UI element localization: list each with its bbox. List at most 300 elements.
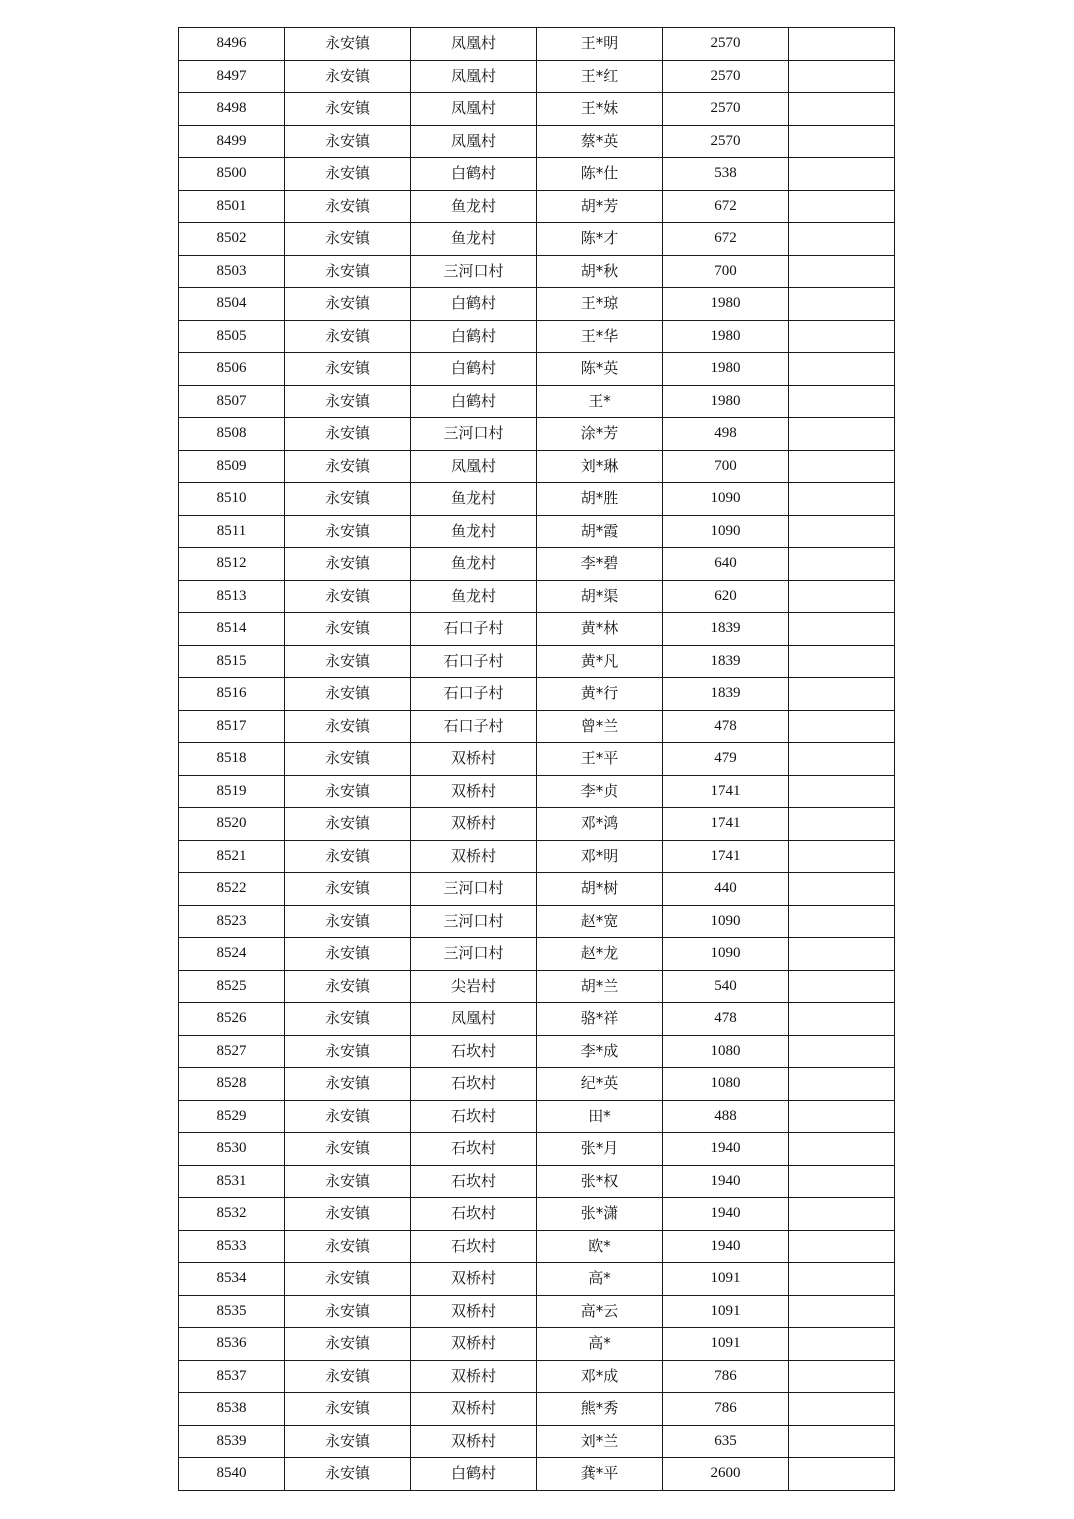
cell-seq-number: 8503: [179, 255, 285, 288]
cell-seq-number: 8497: [179, 60, 285, 93]
cell-town: 永安镇: [285, 1165, 411, 1198]
cell-town: 永安镇: [285, 1133, 411, 1166]
cell-note: [789, 743, 895, 776]
cell-town: 永安镇: [285, 1458, 411, 1491]
cell-recipient-name: 王*华: [537, 320, 663, 353]
cell-town: 永安镇: [285, 93, 411, 126]
cell-note: [789, 710, 895, 743]
cell-recipient-name: 高*云: [537, 1295, 663, 1328]
cell-seq-number: 8530: [179, 1133, 285, 1166]
cell-amount: 1741: [663, 808, 789, 841]
cell-note: [789, 1263, 895, 1296]
table-row: [179, 385, 895, 418]
cell-note: [789, 255, 895, 288]
cell-seq-number: 8499: [179, 125, 285, 158]
cell-town: 永安镇: [285, 743, 411, 776]
cell-recipient-name: 涂*芳: [537, 418, 663, 451]
cell-seq-number: 8516: [179, 678, 285, 711]
cell-note: [789, 775, 895, 808]
cell-town: 永安镇: [285, 288, 411, 321]
cell-seq-number: 8511: [179, 515, 285, 548]
cell-note: [789, 1068, 895, 1101]
cell-village: 鱼龙村: [411, 190, 537, 223]
cell-town: 永安镇: [285, 645, 411, 678]
cell-town: 永安镇: [285, 353, 411, 386]
cell-village: 双桥村: [411, 1425, 537, 1458]
cell-recipient-name: 刘*琳: [537, 450, 663, 483]
cell-note: [789, 938, 895, 971]
cell-seq-number: 8508: [179, 418, 285, 451]
cell-seq-number: 8524: [179, 938, 285, 971]
cell-seq-number: 8523: [179, 905, 285, 938]
cell-seq-number: 8515: [179, 645, 285, 678]
cell-town: 永安镇: [285, 1230, 411, 1263]
table-row: [179, 873, 895, 906]
table-row: [179, 1393, 895, 1426]
cell-seq-number: 8505: [179, 320, 285, 353]
cell-village: 凤凰村: [411, 450, 537, 483]
cell-seq-number: 8534: [179, 1263, 285, 1296]
cell-village: 凤凰村: [411, 125, 537, 158]
table-row: [179, 1360, 895, 1393]
cell-town: 永安镇: [285, 158, 411, 191]
cell-note: [789, 1425, 895, 1458]
cell-village: 鱼龙村: [411, 223, 537, 256]
cell-recipient-name: 欧*: [537, 1230, 663, 1263]
table-row: [179, 223, 895, 256]
cell-note: [789, 288, 895, 321]
cell-seq-number: 8537: [179, 1360, 285, 1393]
table-row: [179, 1035, 895, 1068]
table-row: [179, 93, 895, 126]
cell-recipient-name: 纪*英: [537, 1068, 663, 1101]
cell-note: [789, 1230, 895, 1263]
cell-amount: 1839: [663, 678, 789, 711]
cell-seq-number: 8519: [179, 775, 285, 808]
cell-note: [789, 1198, 895, 1231]
cell-village: 双桥村: [411, 775, 537, 808]
cell-note: [789, 158, 895, 191]
cell-seq-number: 8510: [179, 483, 285, 516]
cell-village: 双桥村: [411, 743, 537, 776]
cell-note: [789, 613, 895, 646]
cell-recipient-name: 张*潇: [537, 1198, 663, 1231]
table-row: [179, 60, 895, 93]
cell-village: 石口子村: [411, 613, 537, 646]
cell-recipient-name: 张*权: [537, 1165, 663, 1198]
cell-amount: 1980: [663, 385, 789, 418]
cell-amount: 478: [663, 1003, 789, 1036]
cell-note: [789, 1328, 895, 1361]
cell-village: 尖岩村: [411, 970, 537, 1003]
table-row: [179, 1425, 895, 1458]
cell-recipient-name: 邓*鸿: [537, 808, 663, 841]
cell-recipient-name: 胡*秋: [537, 255, 663, 288]
cell-seq-number: 8496: [179, 28, 285, 61]
cell-note: [789, 1035, 895, 1068]
cell-amount: 635: [663, 1425, 789, 1458]
table-row: [179, 288, 895, 321]
cell-note: [789, 320, 895, 353]
cell-recipient-name: 胡*芳: [537, 190, 663, 223]
table-row: [179, 905, 895, 938]
cell-recipient-name: 邓*明: [537, 840, 663, 873]
cell-village: 三河口村: [411, 418, 537, 451]
cell-amount: 1091: [663, 1328, 789, 1361]
cell-seq-number: 8527: [179, 1035, 285, 1068]
cell-village: 石口子村: [411, 645, 537, 678]
cell-village: 鱼龙村: [411, 580, 537, 613]
cell-village: 凤凰村: [411, 1003, 537, 1036]
cell-amount: 538: [663, 158, 789, 191]
cell-amount: 1091: [663, 1263, 789, 1296]
cell-town: 永安镇: [285, 1393, 411, 1426]
table-row: [179, 190, 895, 223]
cell-recipient-name: 张*月: [537, 1133, 663, 1166]
cell-recipient-name: 胡*兰: [537, 970, 663, 1003]
cell-amount: 672: [663, 190, 789, 223]
cell-amount: 1741: [663, 775, 789, 808]
table-row: [179, 1133, 895, 1166]
cell-village: 凤凰村: [411, 60, 537, 93]
table-row: [179, 1003, 895, 1036]
cell-town: 永安镇: [285, 775, 411, 808]
cell-town: 永安镇: [285, 320, 411, 353]
table-row: [179, 450, 895, 483]
cell-note: [789, 645, 895, 678]
table-row: [179, 710, 895, 743]
cell-seq-number: 8536: [179, 1328, 285, 1361]
table-row: [179, 613, 895, 646]
cell-town: 永安镇: [285, 450, 411, 483]
cell-recipient-name: 王*: [537, 385, 663, 418]
cell-note: [789, 483, 895, 516]
cell-village: 白鹤村: [411, 288, 537, 321]
cell-amount: 2600: [663, 1458, 789, 1491]
cell-amount: 1080: [663, 1068, 789, 1101]
cell-village: 双桥村: [411, 808, 537, 841]
cell-town: 永安镇: [285, 1198, 411, 1231]
cell-village: 石坎村: [411, 1165, 537, 1198]
cell-seq-number: 8518: [179, 743, 285, 776]
cell-note: [789, 580, 895, 613]
cell-amount: 672: [663, 223, 789, 256]
table-row: [179, 938, 895, 971]
cell-village: 三河口村: [411, 873, 537, 906]
table-row: [179, 580, 895, 613]
cell-amount: 2570: [663, 60, 789, 93]
table-row: [179, 1068, 895, 1101]
cell-amount: 620: [663, 580, 789, 613]
cell-recipient-name: 王*红: [537, 60, 663, 93]
cell-village: 凤凰村: [411, 93, 537, 126]
cell-seq-number: 8513: [179, 580, 285, 613]
cell-town: 永安镇: [285, 1360, 411, 1393]
cell-town: 永安镇: [285, 970, 411, 1003]
table-row: [179, 1230, 895, 1263]
cell-amount: 786: [663, 1393, 789, 1426]
table-row: [179, 418, 895, 451]
cell-town: 永安镇: [285, 1035, 411, 1068]
cell-town: 永安镇: [285, 1003, 411, 1036]
table-row: [179, 28, 895, 61]
cell-village: 白鹤村: [411, 385, 537, 418]
cell-note: [789, 970, 895, 1003]
cell-seq-number: 8539: [179, 1425, 285, 1458]
cell-recipient-name: 赵*宽: [537, 905, 663, 938]
cell-note: [789, 385, 895, 418]
cell-recipient-name: 龚*平: [537, 1458, 663, 1491]
cell-seq-number: 8531: [179, 1165, 285, 1198]
cell-town: 永安镇: [285, 1263, 411, 1296]
cell-town: 永安镇: [285, 678, 411, 711]
table-row: [179, 970, 895, 1003]
cell-town: 永安镇: [285, 385, 411, 418]
cell-amount: 1741: [663, 840, 789, 873]
cell-note: [789, 873, 895, 906]
table-row: [179, 645, 895, 678]
cell-amount: 700: [663, 450, 789, 483]
cell-seq-number: 8502: [179, 223, 285, 256]
cell-town: 永安镇: [285, 418, 411, 451]
cell-amount: 1980: [663, 288, 789, 321]
cell-recipient-name: 王*平: [537, 743, 663, 776]
cell-village: 鱼龙村: [411, 483, 537, 516]
table-row: [179, 483, 895, 516]
table-row: [179, 840, 895, 873]
cell-village: 石口子村: [411, 678, 537, 711]
cell-seq-number: 8514: [179, 613, 285, 646]
cell-recipient-name: 刘*兰: [537, 1425, 663, 1458]
table-row: [179, 1100, 895, 1133]
cell-recipient-name: 黄*凡: [537, 645, 663, 678]
cell-note: [789, 223, 895, 256]
cell-seq-number: 8500: [179, 158, 285, 191]
cell-amount: 1940: [663, 1133, 789, 1166]
cell-recipient-name: 黄*林: [537, 613, 663, 646]
cell-amount: 1080: [663, 1035, 789, 1068]
cell-recipient-name: 熊*秀: [537, 1393, 663, 1426]
table-row: [179, 743, 895, 776]
table-row: [179, 1198, 895, 1231]
cell-town: 永安镇: [285, 223, 411, 256]
cell-town: 永安镇: [285, 710, 411, 743]
cell-note: [789, 1360, 895, 1393]
cell-amount: 440: [663, 873, 789, 906]
table-row: [179, 808, 895, 841]
cell-seq-number: 8532: [179, 1198, 285, 1231]
cell-seq-number: 8533: [179, 1230, 285, 1263]
cell-recipient-name: 王*明: [537, 28, 663, 61]
cell-amount: 640: [663, 548, 789, 581]
cell-note: [789, 1295, 895, 1328]
cell-note: [789, 418, 895, 451]
cell-town: 永安镇: [285, 1328, 411, 1361]
cell-amount: 488: [663, 1100, 789, 1133]
cell-seq-number: 8520: [179, 808, 285, 841]
cell-recipient-name: 李*碧: [537, 548, 663, 581]
cell-seq-number: 8540: [179, 1458, 285, 1491]
cell-recipient-name: 陈*英: [537, 353, 663, 386]
cell-village: 凤凰村: [411, 28, 537, 61]
cell-village: 石坎村: [411, 1100, 537, 1133]
cell-village: 双桥村: [411, 1263, 537, 1296]
cell-town: 永安镇: [285, 808, 411, 841]
cell-amount: 1940: [663, 1198, 789, 1231]
cell-amount: 2570: [663, 125, 789, 158]
cell-town: 永安镇: [285, 1425, 411, 1458]
table-row: [179, 678, 895, 711]
cell-note: [789, 125, 895, 158]
cell-village: 白鹤村: [411, 158, 537, 191]
cell-amount: 2570: [663, 93, 789, 126]
recipient-table: [178, 27, 895, 1491]
cell-note: [789, 678, 895, 711]
cell-town: 永安镇: [285, 190, 411, 223]
cell-recipient-name: 骆*祥: [537, 1003, 663, 1036]
table-row: [179, 320, 895, 353]
cell-village: 白鹤村: [411, 320, 537, 353]
cell-town: 永安镇: [285, 1100, 411, 1133]
cell-seq-number: 8526: [179, 1003, 285, 1036]
table-row: [179, 255, 895, 288]
cell-recipient-name: 曾*兰: [537, 710, 663, 743]
table-row: [179, 158, 895, 191]
cell-town: 永安镇: [285, 515, 411, 548]
cell-recipient-name: 胡*胜: [537, 483, 663, 516]
cell-village: 三河口村: [411, 938, 537, 971]
cell-town: 永安镇: [285, 125, 411, 158]
cell-amount: 478: [663, 710, 789, 743]
cell-town: 永安镇: [285, 255, 411, 288]
cell-village: 石坎村: [411, 1133, 537, 1166]
cell-amount: 2570: [663, 28, 789, 61]
cell-recipient-name: 胡*树: [537, 873, 663, 906]
cell-town: 永安镇: [285, 60, 411, 93]
cell-note: [789, 450, 895, 483]
table-row: [179, 1328, 895, 1361]
cell-village: 白鹤村: [411, 353, 537, 386]
cell-seq-number: 8538: [179, 1393, 285, 1426]
cell-village: 石坎村: [411, 1068, 537, 1101]
cell-village: 双桥村: [411, 1393, 537, 1426]
cell-recipient-name: 高*: [537, 1328, 663, 1361]
table-row: [179, 1458, 895, 1491]
cell-village: 白鹤村: [411, 1458, 537, 1491]
cell-town: 永安镇: [285, 580, 411, 613]
cell-note: [789, 515, 895, 548]
cell-town: 永安镇: [285, 1295, 411, 1328]
cell-recipient-name: 李*贞: [537, 775, 663, 808]
cell-village: 鱼龙村: [411, 548, 537, 581]
cell-amount: 700: [663, 255, 789, 288]
cell-amount: 1839: [663, 645, 789, 678]
cell-amount: 1090: [663, 938, 789, 971]
cell-village: 石坎村: [411, 1198, 537, 1231]
cell-recipient-name: 邓*成: [537, 1360, 663, 1393]
cell-village: 鱼龙村: [411, 515, 537, 548]
cell-note: [789, 1133, 895, 1166]
cell-amount: 498: [663, 418, 789, 451]
cell-seq-number: 8517: [179, 710, 285, 743]
cell-note: [789, 28, 895, 61]
cell-recipient-name: 胡*霞: [537, 515, 663, 548]
cell-amount: 1090: [663, 515, 789, 548]
cell-recipient-name: 王*琼: [537, 288, 663, 321]
cell-village: 双桥村: [411, 840, 537, 873]
cell-town: 永安镇: [285, 613, 411, 646]
cell-recipient-name: 黄*行: [537, 678, 663, 711]
cell-amount: 1090: [663, 483, 789, 516]
cell-seq-number: 8528: [179, 1068, 285, 1101]
cell-recipient-name: 李*成: [537, 1035, 663, 1068]
cell-village: 双桥村: [411, 1360, 537, 1393]
cell-note: [789, 548, 895, 581]
table-row: [179, 353, 895, 386]
cell-seq-number: 8522: [179, 873, 285, 906]
cell-recipient-name: 高*: [537, 1263, 663, 1296]
table-row: [179, 515, 895, 548]
cell-amount: 786: [663, 1360, 789, 1393]
cell-village: 石口子村: [411, 710, 537, 743]
cell-seq-number: 8506: [179, 353, 285, 386]
cell-amount: 1091: [663, 1295, 789, 1328]
cell-note: [789, 840, 895, 873]
cell-seq-number: 8521: [179, 840, 285, 873]
table-row: [179, 1295, 895, 1328]
cell-recipient-name: 陈*仕: [537, 158, 663, 191]
cell-note: [789, 1393, 895, 1426]
cell-seq-number: 8512: [179, 548, 285, 581]
cell-note: [789, 1100, 895, 1133]
cell-town: 永安镇: [285, 28, 411, 61]
cell-amount: 540: [663, 970, 789, 1003]
cell-seq-number: 8525: [179, 970, 285, 1003]
table-row: [179, 1165, 895, 1198]
cell-recipient-name: 陈*才: [537, 223, 663, 256]
cell-town: 永安镇: [285, 840, 411, 873]
cell-note: [789, 93, 895, 126]
cell-note: [789, 353, 895, 386]
cell-village: 双桥村: [411, 1328, 537, 1361]
cell-town: 永安镇: [285, 905, 411, 938]
cell-note: [789, 1165, 895, 1198]
cell-town: 永安镇: [285, 1068, 411, 1101]
cell-town: 永安镇: [285, 873, 411, 906]
cell-recipient-name: 田*: [537, 1100, 663, 1133]
cell-seq-number: 8507: [179, 385, 285, 418]
cell-seq-number: 8509: [179, 450, 285, 483]
cell-amount: 1839: [663, 613, 789, 646]
cell-amount: 1980: [663, 353, 789, 386]
cell-town: 永安镇: [285, 483, 411, 516]
table-row: [179, 548, 895, 581]
cell-amount: 1940: [663, 1165, 789, 1198]
cell-note: [789, 808, 895, 841]
cell-seq-number: 8535: [179, 1295, 285, 1328]
cell-note: [789, 1458, 895, 1491]
cell-amount: 1980: [663, 320, 789, 353]
cell-amount: 479: [663, 743, 789, 776]
cell-village: 双桥村: [411, 1295, 537, 1328]
cell-note: [789, 905, 895, 938]
cell-recipient-name: 蔡*英: [537, 125, 663, 158]
cell-seq-number: 8529: [179, 1100, 285, 1133]
cell-village: 石坎村: [411, 1230, 537, 1263]
cell-note: [789, 1003, 895, 1036]
table-row: [179, 775, 895, 808]
table-row: [179, 1263, 895, 1296]
